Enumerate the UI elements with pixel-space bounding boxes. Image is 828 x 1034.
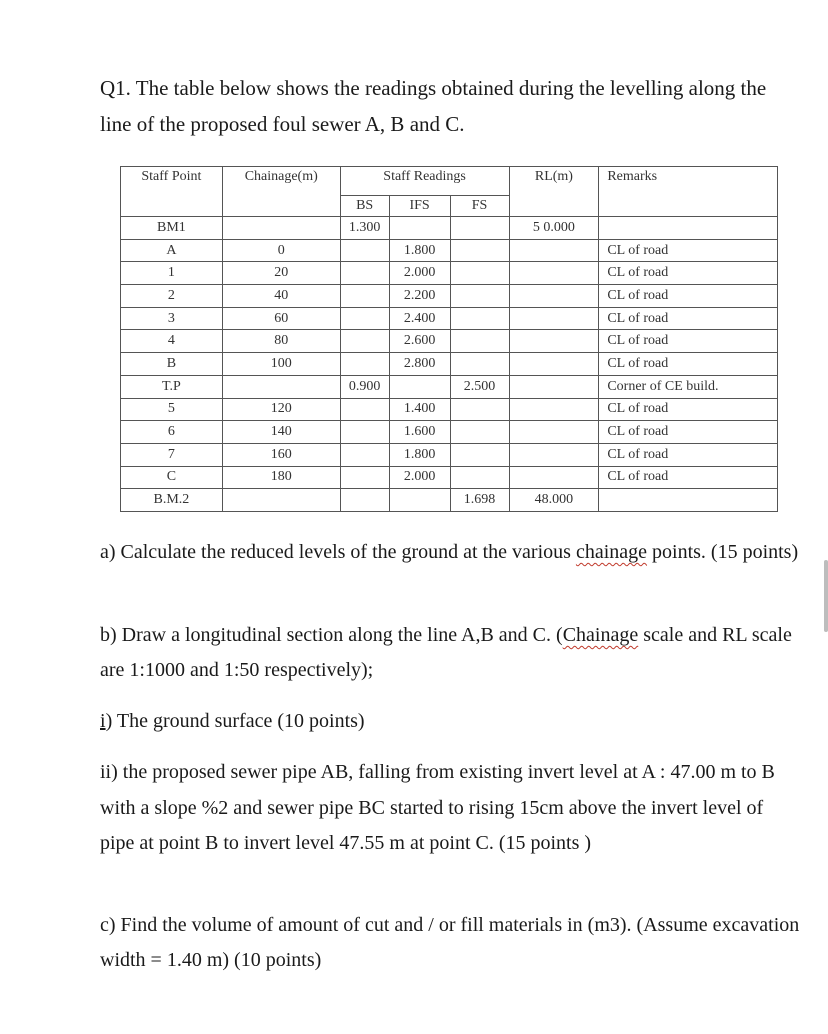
cell-remarks: CL of road: [599, 421, 778, 444]
cell-ifs: 1.600: [389, 421, 450, 444]
cell-rl: [509, 421, 599, 444]
cell-staff-point: T.P: [121, 375, 223, 398]
cell-rl: [509, 466, 599, 489]
table-row: [121, 353, 778, 376]
cell-rl: [509, 239, 599, 262]
table-row: [121, 466, 778, 489]
cell-ifs: 2.000: [389, 466, 450, 489]
cell-staff-point: 5: [121, 398, 223, 421]
cell-bs: [340, 353, 389, 376]
cell-bs: [340, 307, 389, 330]
cell-fs: [450, 285, 509, 308]
cell-staff-point: A: [121, 239, 223, 262]
cell-bs: [340, 262, 389, 285]
cell-remarks: CL of road: [599, 285, 778, 308]
cell-fs: [450, 262, 509, 285]
cell-fs: [450, 466, 509, 489]
cell-bs: 0.900: [340, 375, 389, 398]
cell-chainage: 160: [222, 443, 340, 466]
table-row: [121, 375, 778, 398]
part-b-i-marker: i: [100, 710, 106, 732]
cell-ifs: 2.400: [389, 307, 450, 330]
part-b-text-start: b) Draw a longitudinal section along the line A,B and C. (: [100, 624, 563, 646]
cell-rl: [509, 307, 599, 330]
cell-remarks: CL of road: [599, 466, 778, 489]
cell-rl: [509, 262, 599, 285]
cell-staff-point: BM1: [121, 217, 223, 240]
cell-remarks: CL of road: [599, 443, 778, 466]
header-ifs: IFS: [389, 196, 450, 217]
scrollbar-edge[interactable]: [824, 560, 828, 632]
header-staff-readings: Staff Readings: [340, 167, 509, 196]
levelling-table: [120, 166, 778, 512]
cell-bs: [340, 489, 389, 512]
cell-rl: [509, 443, 599, 466]
cell-chainage: [222, 489, 340, 512]
cell-bs: [340, 285, 389, 308]
part-a-text-end: points. (15 points): [647, 541, 799, 563]
cell-ifs: [389, 489, 450, 512]
cell-ifs: 1.800: [389, 239, 450, 262]
cell-ifs: 1.400: [389, 398, 450, 421]
cell-fs: 1.698: [450, 489, 509, 512]
cell-staff-point: 4: [121, 330, 223, 353]
table-row: [121, 398, 778, 421]
part-a: [100, 535, 800, 570]
cell-staff-point: B: [121, 353, 223, 376]
cell-chainage: 60: [222, 307, 340, 330]
cell-fs: [450, 398, 509, 421]
table-row: [121, 330, 778, 353]
cell-fs: [450, 421, 509, 444]
cell-chainage: 180: [222, 466, 340, 489]
table-row: [121, 217, 778, 240]
part-b-i-text: ) The ground surface (10 points): [105, 710, 365, 732]
cell-remarks: [599, 217, 778, 240]
cell-fs: [450, 330, 509, 353]
cell-bs: [340, 443, 389, 466]
cell-chainage: [222, 375, 340, 398]
cell-remarks: CL of road: [599, 398, 778, 421]
cell-chainage: 80: [222, 330, 340, 353]
table-row: [121, 443, 778, 466]
cell-fs: [450, 443, 509, 466]
cell-staff-point: 6: [121, 421, 223, 444]
header-staff-point: Staff Point: [121, 167, 223, 217]
part-b-text-end: scale and RL scale are 1:1000 and 1:50 respectively);: [100, 624, 792, 681]
cell-staff-point: 2: [121, 285, 223, 308]
cell-rl: 5 0.000: [509, 217, 599, 240]
cell-rl: 48.000: [509, 489, 599, 512]
cell-chainage: 100: [222, 353, 340, 376]
table-row: [121, 285, 778, 308]
question-title: Q1. The table below shows the readings obtained during the levelling along the line of the proposed foul sewer A, B and C.: [100, 76, 767, 136]
cell-chainage: 0: [222, 239, 340, 262]
cell-chainage: [222, 217, 340, 240]
cell-fs: 2.500: [450, 375, 509, 398]
cell-remarks: CL of road: [599, 353, 778, 376]
part-b: [100, 618, 800, 688]
cell-remarks: [599, 489, 778, 512]
cell-rl: [509, 330, 599, 353]
cell-staff-point: B.M.2: [121, 489, 223, 512]
cell-bs: [340, 330, 389, 353]
header-chainage: Chainage(m): [222, 167, 340, 217]
cell-chainage: 120: [222, 398, 340, 421]
cell-bs: [340, 239, 389, 262]
table-row: [121, 307, 778, 330]
table-header-row: [121, 167, 778, 196]
header-bs: BS: [340, 196, 389, 217]
cell-remarks: CL of road: [599, 307, 778, 330]
header-fs: FS: [450, 196, 509, 217]
cell-ifs: 2.200: [389, 285, 450, 308]
cell-fs: [450, 217, 509, 240]
cell-staff-point: C: [121, 466, 223, 489]
table-row: [121, 489, 778, 512]
header-remarks: Remarks: [599, 167, 778, 217]
part-b-i: [100, 704, 800, 739]
cell-remarks: CL of road: [599, 262, 778, 285]
cell-bs: 1.300: [340, 217, 389, 240]
cell-fs: [450, 239, 509, 262]
part-b-spellcheck-word: Chainage: [562, 624, 639, 646]
cell-ifs: 2.800: [389, 353, 450, 376]
cell-ifs: 2.600: [389, 330, 450, 353]
cell-bs: [340, 466, 389, 489]
cell-chainage: 20: [222, 262, 340, 285]
cell-staff-point: 1: [121, 262, 223, 285]
cell-rl: [509, 285, 599, 308]
cell-remarks: CL of road: [599, 239, 778, 262]
cell-chainage: 140: [222, 421, 340, 444]
table-row: [121, 262, 778, 285]
table-body: [121, 217, 778, 512]
table-row: [121, 239, 778, 262]
cell-bs: [340, 421, 389, 444]
cell-rl: [509, 375, 599, 398]
part-b-ii: ii) the proposed sewer pipe AB, falling from existing invert level at A : 47.00 m to B with a slope %2 and sewer pipe BC started to rising 15cm above the invert level of pipe at point B to invert level 47.55 m at point C. (15 points ): [100, 761, 775, 854]
cell-ifs: 1.800: [389, 443, 450, 466]
cell-remarks: Corner of CE build.: [599, 375, 778, 398]
cell-ifs: 2.000: [389, 262, 450, 285]
cell-bs: [340, 398, 389, 421]
cell-rl: [509, 398, 599, 421]
cell-fs: [450, 307, 509, 330]
header-rl: RL(m): [509, 167, 599, 217]
cell-chainage: 40: [222, 285, 340, 308]
cell-staff-point: 3: [121, 307, 223, 330]
cell-fs: [450, 353, 509, 376]
part-a-spellcheck-word: chainage: [575, 541, 648, 563]
table-row: [121, 421, 778, 444]
cell-ifs: [389, 217, 450, 240]
cell-remarks: CL of road: [599, 330, 778, 353]
cell-rl: [509, 353, 599, 376]
cell-staff-point: 7: [121, 443, 223, 466]
part-c: c) Find the volume of amount of cut and / or fill materials in (m3). (Assume excavation width = 1.40 m) (10 points): [100, 914, 800, 971]
part-a-text-start: a) Calculate the reduced levels of the ground at the various: [100, 541, 576, 563]
cell-ifs: [389, 375, 450, 398]
